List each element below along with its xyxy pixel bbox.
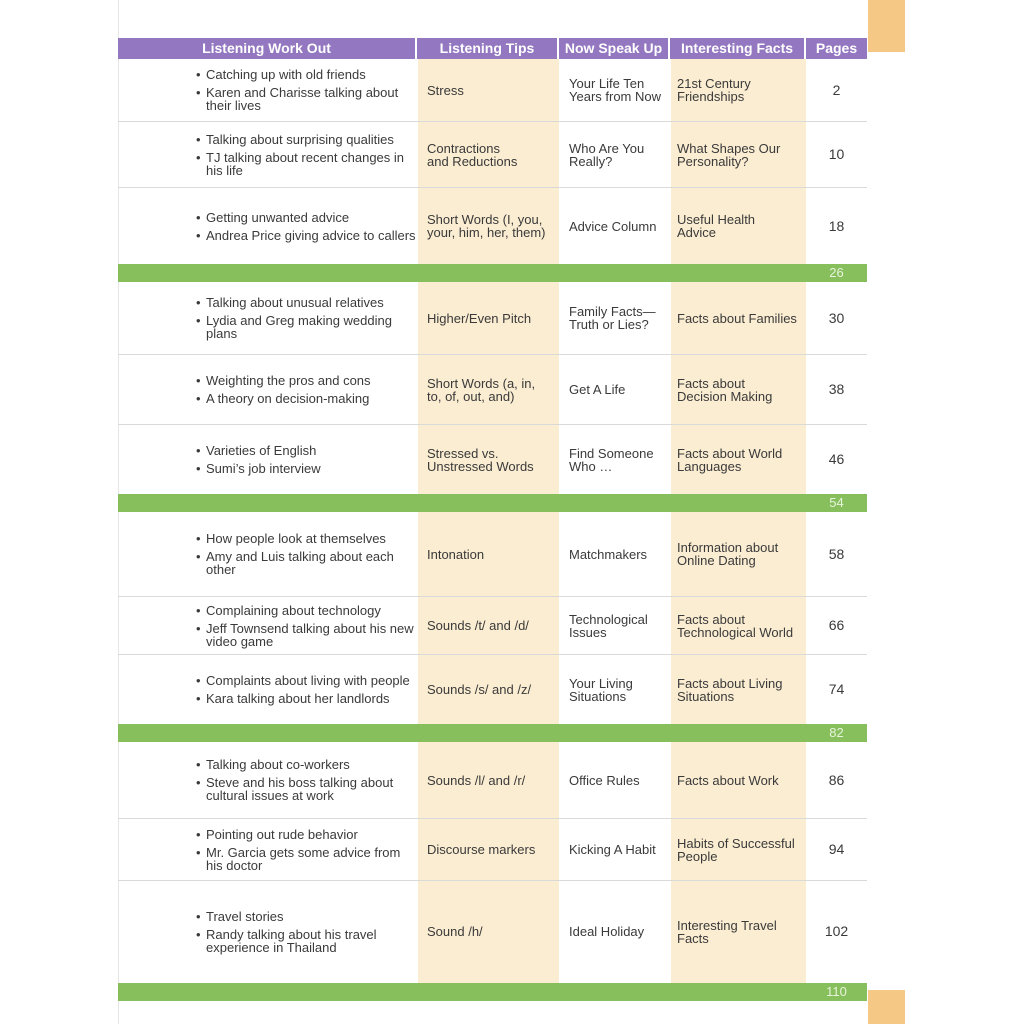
review-page-number[interactable]: 54 [829,495,844,510]
speak-cell [569,122,674,187]
speak-cell [569,819,674,880]
tips-text: Short Words (I, you, your, him, her, them) [427,212,546,240]
listening-cell [196,742,416,818]
listening-cell [196,425,416,494]
listening-item: • TJ talking about recent changes in his life [196,151,416,177]
tips-cell [427,122,559,187]
tips-text: Sounds /l/ and /r/ [427,772,526,788]
listening-cell [196,122,416,187]
listening-item: • Jeff Townsend talking about his new video game [196,622,416,648]
speak-cell [569,355,674,424]
unit-review-bar [118,724,867,742]
speak-text: Your Life Ten Years from Now [569,76,661,104]
tips-text: Contractions and Reductions [427,140,518,169]
facts-cell [677,355,802,424]
table-row [118,122,867,188]
table-row [118,597,867,655]
listening-item: • Andrea Price giving advice to callers [196,229,416,242]
speak-text: Advice Column [569,218,657,234]
listening-item: • Catching up with old friends [196,68,416,81]
facts-text: Facts about Technological World [677,611,794,640]
tips-cell [427,355,559,424]
table-row [118,188,867,264]
table-row [118,819,867,881]
speak-cell [569,282,674,354]
speak-text: Ideal Holiday [569,924,645,939]
facts-text: Facts about Living Situations [677,675,783,704]
unit-review-bar [118,494,867,512]
page-number[interactable]: 102 [824,923,849,939]
tips-text: Higher/Even Pitch [427,310,532,326]
listening-cell [196,355,416,424]
listening-cell [196,655,416,724]
page-number[interactable]: 30 [828,309,845,326]
listening-cell [196,282,416,354]
facts-text: Interesting Travel Facts [677,917,777,946]
tips-text: Short Words (a, in, to, of, out, and) [427,375,536,404]
speak-cell [569,881,674,982]
facts-cell [677,282,802,354]
facts-cell [677,188,802,264]
facts-text: Facts about Decision Making [677,375,773,404]
page-number[interactable]: 18 [828,217,845,234]
header-now-speak-up: Now Speak Up [559,38,670,59]
listening-item: • Amy and Luis talking about each other [196,550,416,576]
speak-text: Get A Life [569,382,626,397]
tips-text: Stress [427,82,464,98]
tips-cell [427,881,559,982]
speak-text: Kicking A Habit [569,842,656,857]
speak-text: Family Facts— Truth or Lies? [569,304,656,332]
listening-cell [196,512,416,596]
tips-cell [427,59,559,121]
page-number[interactable]: 94 [828,841,845,857]
speak-cell [569,188,674,264]
facts-cell [677,881,802,982]
table-row [118,282,867,355]
facts-cell [677,819,802,880]
speak-text: Matchmakers [569,546,648,562]
table-row [118,742,867,819]
listening-item: • A theory on decision-making [196,392,371,405]
review-page-number[interactable]: 26 [829,265,844,280]
facts-text: Useful Health Advice [677,212,756,240]
listening-item: • Varieties of English [196,444,321,457]
speak-cell [569,512,674,596]
speak-cell [569,597,674,654]
facts-cell [677,655,802,724]
listening-item: • Getting unwanted advice [196,211,416,224]
page-number[interactable]: 58 [828,545,845,562]
table-row [118,655,867,724]
listening-item: • Talking about co-workers [196,758,416,771]
header-pages: Pages [815,40,858,56]
tips-text: Stressed vs. Unstressed Words [427,445,534,474]
listening-item: • Mr. Garcia gets some advice from his doctor [196,846,416,872]
tips-text: Sounds /t/ and /d/ [427,618,529,633]
listening-cell [196,188,416,264]
table-row [118,355,867,425]
tips-cell [427,597,559,654]
review-page-number[interactable]: 82 [829,725,844,740]
facts-text: Facts about Work [677,772,779,788]
listening-cell [196,819,416,880]
page-number[interactable]: 38 [828,381,845,397]
facts-cell [677,122,802,187]
facts-text: Habits of Successful People [677,835,795,864]
facts-text: 21st Century Friendships [677,76,751,104]
page-number[interactable]: 2 [832,81,841,98]
tips-cell [427,512,559,596]
facts-text: Facts about Families [677,310,797,326]
listening-item: • Lydia and Greg making wedding plans [196,314,416,340]
tips-text: Discourse markers [427,842,536,857]
table-row [118,59,867,122]
listening-item: • Complaining about technology [196,604,416,617]
speak-cell [569,59,674,121]
table-row [118,512,867,597]
facts-text: What Shapes Our Personality? [677,140,781,169]
listening-item: • How people look at themselves [196,532,416,545]
listening-item: • Kara talking about her landlords [196,692,410,705]
speak-text: Technological Issues [569,611,648,640]
table-row [118,425,867,494]
facts-cell [677,742,802,818]
speak-text: Who Are You Really? [569,140,645,169]
listening-item: • Pointing out rude behavior [196,828,416,841]
page-number[interactable]: 86 [828,771,845,788]
tips-cell [427,742,559,818]
page-number[interactable]: 74 [828,681,845,697]
tips-text: Sound /h/ [427,924,483,939]
listening-item: • Sumi’s job interview [196,462,321,475]
tips-cell [427,282,559,354]
header-listening-work-out: Listening Work Out [118,38,417,59]
page-number[interactable]: 10 [828,146,845,162]
listening-item: • Steve and his boss talking about cultural issues at work [196,776,416,802]
facts-cell [677,512,802,596]
listening-cell [196,881,416,982]
tips-cell [427,188,559,264]
listening-cell [196,597,416,654]
speak-cell [569,742,674,818]
tips-text: Sounds /s/ and /z/ [427,682,532,697]
listening-cell [196,59,416,121]
tips-cell [427,655,559,724]
facts-cell [677,425,802,494]
unit-review-bar [118,983,867,1001]
listening-item: • Talking about unusual relatives [196,296,416,309]
page-number[interactable]: 46 [828,451,845,467]
speak-cell [569,655,674,724]
tips-cell [427,425,559,494]
speak-text: Find Someone Who … [569,445,654,474]
speak-text: Your Living Situations [569,675,633,704]
review-page-number[interactable]: 110 [826,984,847,999]
listening-item: • Complaints about living with people [196,674,410,687]
facts-cell [677,59,802,121]
unit-review-bar [118,264,867,282]
speak-cell [569,425,674,494]
listening-item: • Travel stories [196,910,416,923]
table-header [118,38,867,59]
header-interesting-facts: Interesting Facts [670,38,806,59]
page-number[interactable]: 66 [828,617,845,633]
listening-item: • Talking about surprising qualities [196,133,416,146]
header-listening-tips: Listening Tips [417,38,559,59]
facts-text: Information about Online Dating [677,540,779,568]
tips-cell [427,819,559,880]
listening-item: • Karen and Charisse talking about their lives [196,86,416,112]
tips-text: Intonation [427,546,485,562]
table-row [118,881,867,982]
facts-text: Facts about World Languages [677,445,783,474]
facts-cell [677,597,802,654]
listening-item: • Randy talking about his travel experience in Thailand [196,928,416,954]
speak-text: Office Rules [569,772,640,788]
listening-item: • Weighting the pros and cons [196,374,371,387]
